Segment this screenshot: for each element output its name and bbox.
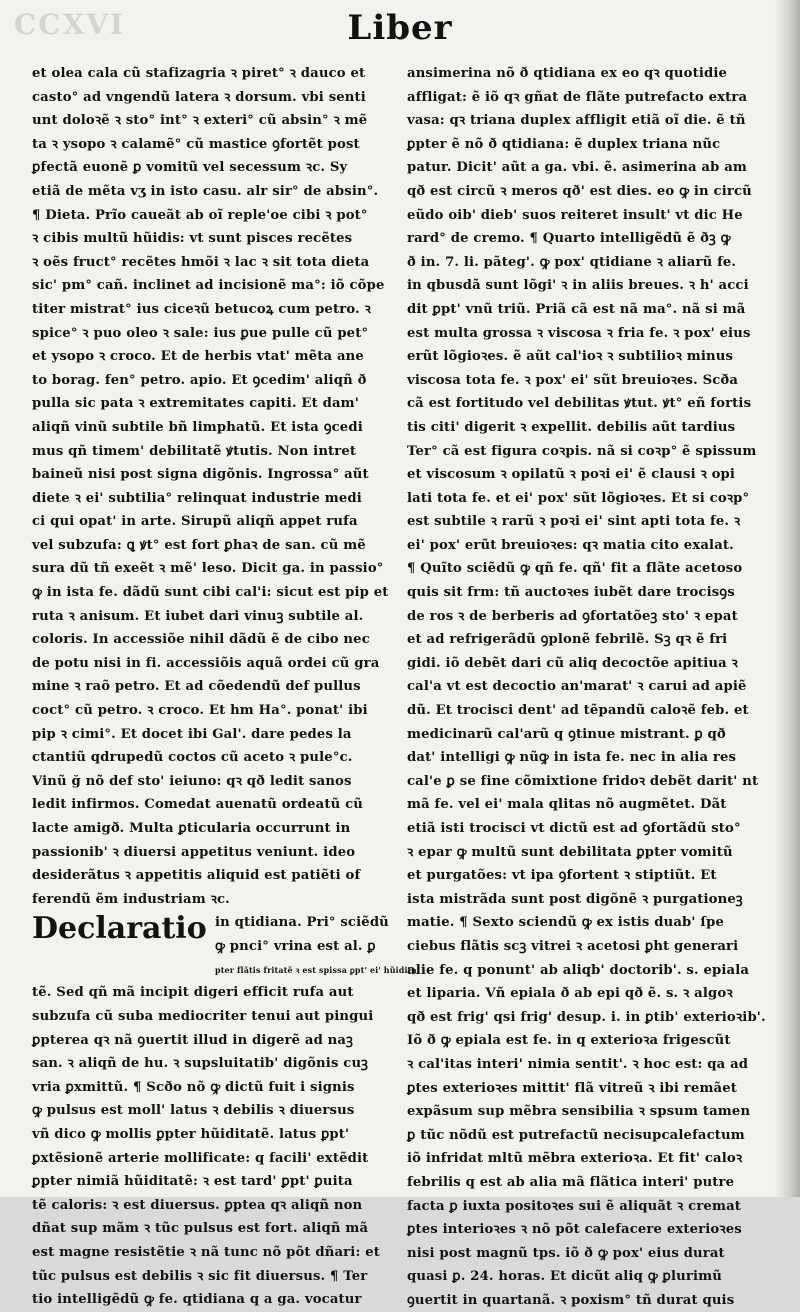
text-line: ciebus flãtis scꝫ vitrei ꝛ acetosi ꝑht generari <box>407 938 739 954</box>
text-line: in qtidiana. Pri° sciẽdũ <box>215 915 389 931</box>
text-line: tũc pulsus est debilis ꝛ sic fit diuersus. ¶ Ter <box>32 1268 368 1284</box>
text-line: ꝑpterea qꝛ nã ꝯuertit illud in digerẽ ad naꝫ <box>32 1032 354 1048</box>
text-line: sic' pm° cañ. inclinet ad incisionẽ ma°: iõ cõpe <box>32 278 385 294</box>
text-line: coloris. In accessiõe nihil dãdũ ẽ de cibo nec <box>32 632 370 648</box>
text-line: ꝙ pulsus est moll' latus ꝛ debilis ꝛ diuersus <box>32 1103 355 1119</box>
text-line: diete ꝛ ei' subtilia° relinquat industrie medi <box>32 490 362 506</box>
text-line: et purgatões: vt ipa ꝯfortent ꝛ stiptiũt. Et <box>407 868 717 884</box>
declaratio-block <box>32 911 417 981</box>
text-line: mus qñ timem' debilitatẽ ꝟtutis. Non intret <box>32 443 357 459</box>
text-line: ꝑfectã euonẽ ꝑ vomitũ vel secessum ꝛc. Sy <box>32 160 348 176</box>
text-line: vel subzufa: ꝗ ꝟt° est fort ꝑhaꝛ de san. cũ mẽ <box>32 537 366 553</box>
text-line: ferendũ ẽm industriam ꝛc. <box>32 891 230 907</box>
text-line: qð est circũ ꝛ meros qð' est dies. eo ꝙ in circũ <box>407 183 752 199</box>
text-line: Vinũ ğ nõ def sto' ieiuno: qꝛ qð ledit sanos <box>32 773 352 789</box>
text-line: quasi ꝑ. 24. horas. Et dicũt aliq ꝙ ꝑlurimũ <box>407 1269 723 1285</box>
right-column-text <box>407 62 767 1312</box>
text-line: dat' intelligi ꝙ nũꝙ in ista fe. nec in alia res <box>407 750 737 766</box>
text-line: ta ꝛ ysopo ꝛ calamẽ° cũ mastice ꝯfortẽt post <box>32 136 360 152</box>
text-line: eũdo oib' dieb' suos reiteret insult' vt dic He <box>407 207 743 223</box>
text-line: ꝛ epar ꝙ multũ sunt debilitata ꝑpter vomitũ <box>407 844 733 860</box>
text-line: ¶ Quĩto sciẽdũ ꝙ qñ fe. qñ' fit a flãte acetoso <box>407 561 743 577</box>
text-line: lacte amigð. Multa ꝑticularia occurrunt in <box>32 821 351 836</box>
left-column-top-text <box>32 62 392 911</box>
text-line: pip ꝛ cimi°. Et docet ibi Gal'. dare pedes la <box>32 726 352 742</box>
text-line: dñat sup mãm ꝛ tũc pulsus est fort. aliqñ mã <box>32 1221 369 1237</box>
text-line: Ter° cã est figura coꝛpis. nã si coꝛp° ẽ spissum <box>407 443 757 459</box>
text-line: qð est frig' qsi frig' desup. i. in ꝑtib' exterioꝛib'. <box>407 1009 766 1025</box>
text-line: sura dũ tñ exeẽt ꝛ mẽ' leso. Dicit ga. in passio° <box>32 561 384 577</box>
text-line: ꝑtes interioꝛes ꝛ nõ põt calefacere exterioꝛes <box>407 1222 742 1238</box>
text-line: vria ꝑxmittũ. ¶ Scðo nõ ꝙ dictũ fuit i signis <box>32 1079 355 1095</box>
text-line: ruta ꝛ anisum. Et iubet dari vinuꝫ subtile al. <box>32 608 364 624</box>
text-line: ꝑtes exterioꝛes mittit' flã vitreũ ꝛ ibi remãet <box>407 1080 738 1096</box>
text-line: cal'e ꝑ se fine cõmixtione fridoꝛ debẽt darit' nt <box>407 773 759 789</box>
text-line: etiã de mẽta vʒ in isto casu. alr sir° de absin°. <box>32 183 379 199</box>
text-line: ꝑ tũc nõdũ est putrefactũ necisupcalefactum <box>407 1127 745 1143</box>
text-line: nisi post magnũ tps. iõ ð ꝙ pox' eius durat <box>407 1245 725 1261</box>
text-line: tio intelligẽdũ ꝙ fe. qtidiana q a ga. vocatur <box>32 1292 362 1308</box>
text-line: ꝯuertit in quartanã. ꝛ poxism° tñ durat quis <box>407 1292 735 1308</box>
text-line: ctantiũ qdrupedũ coctos cũ aceto ꝛ pule°c. <box>32 750 353 766</box>
text-line: de ros ꝛ de berberis ad ꝯfortatõeꝫ sto' ꝛ epat <box>407 608 738 624</box>
text-line: ꝑpter nimiã hũiditatẽ: ꝛ est tard' ꝑpt' ꝑuita <box>32 1174 353 1190</box>
text-line: cã est fortitudo vel debilitas ꝟtut. ꝟt° eñ fortis <box>407 396 752 412</box>
text-line: ꝛ oẽs fruct° recẽtes hmõi ꝛ lac ꝛ sit tota dieta <box>32 254 370 270</box>
text-line: ꝛ cibis multũ hũidis: vt sunt pisces recẽtes <box>32 231 353 247</box>
text-line: san. ꝛ aliqñ de hu. ꝛ supsluitatib' digõnis cuꝫ <box>32 1056 369 1072</box>
text-line: febrilis q est ab alia mã flãtica interi' putre <box>407 1174 735 1190</box>
text-line: iõ infridat mltũ mẽbra exterioꝛa. Et fit' caloꝛ <box>407 1151 743 1167</box>
text-line: tẽ. Sed qñ mã incipit digeri efficit rufa aut <box>32 985 354 1001</box>
text-line: patur. Dicit' aũt a ga. vbi. ẽ. asimerina ab am <box>407 160 748 176</box>
text-line: gidi. iõ debẽt dari cũ aliq decoctõe apitiua ꝛ <box>407 655 738 671</box>
text-line: ci qui opat' in arte. Sirupũ aliqñ appet rufa <box>32 514 358 530</box>
text-line: pulla sic pata ꝛ extremitates capiti. Et dam' <box>32 396 359 412</box>
text-line: casto° ad vngendũ latera ꝛ dorsum. vbi senti <box>32 89 366 105</box>
text-line: passionib' ꝛ diuersi appetitus veniunt. ideo <box>32 844 356 860</box>
right-text-column <box>407 62 767 1308</box>
text-line: coct° cũ petro. ꝛ croco. Et hm Ha°. ponat' ibi <box>32 703 368 719</box>
text-line: ꝙ in ista fe. dãdũ sunt cibi cal'i: sicut est pip et <box>32 585 389 601</box>
text-line: unt doloꝛẽ ꝛ sto° int° ꝛ exteri° cũ absin° ꝛ mẽ <box>32 113 368 129</box>
text-line: erũt lõgioꝛes. ẽ aũt cal'ioꝛ ꝛ subtilioꝛ minus <box>407 349 734 365</box>
text-line: et ad refrigerãdũ ꝯplonẽ febrilẽ. Sꝫ qꝛ ẽ fri <box>407 632 728 648</box>
text-line: ꝙ pnci° vrina est al. ꝑ <box>215 938 376 954</box>
text-line: cal'a vt est decoctio an'marat' ꝛ carui ad apiẽ <box>407 679 747 695</box>
text-line: et olea cala cũ stafizagria ꝛ piret° ꝛ dauco et <box>32 66 366 81</box>
text-line: est multa grossa ꝛ viscosa ꝛ fria fe. ꝛ pox' eius <box>407 325 751 341</box>
text-line: Iõ ð ꝙ epiala est fe. in q exterioꝛa frigescũt <box>407 1033 731 1049</box>
text-line: medicinarũ cal'arũ q ꝯtinue mistrant. ꝑ qð <box>407 726 726 742</box>
text-line: affligat: ẽ iõ qꝛ gñat de flãte putrefacto extra <box>407 89 748 105</box>
text-line: dit ꝑpt' vnũ triũ. Priã cã est nã ma°. nã si mã <box>407 301 746 317</box>
text-line: ista mistrãda sunt post digõnẽ ꝛ purgationeꝫ <box>407 891 743 907</box>
text-line: pter flãtis fritatẽ ꝛ est spissa ꝑpt' ei' hũidita <box>215 965 417 975</box>
text-line: titer mistrat° ius ciceꝛũ betucoꝝ cum petro. ꝛ <box>32 301 371 317</box>
text-line: mã fe. vel ei' mala qlitas nõ augmẽtet. Dãt <box>407 797 727 813</box>
text-line: etiã isti trocisci vt dictũ est ad ꝯfortãdũ sto° <box>407 821 741 836</box>
text-line: subzufa cũ suba mediocriter tenui aut pingui <box>32 1008 374 1024</box>
text-line: ꝛ cal'itas interi' nimia sentit'. ꝛ hoc est: qa ad <box>407 1056 749 1072</box>
text-line: de potu nisi in fi. accessiõis aquã ordei cũ gra <box>32 655 380 671</box>
text-line: ꝑxtẽsionẽ arterie mollificate: q facili' extẽdit <box>32 1150 369 1166</box>
text-line: dũ. Et trocisci dent' ad tẽpandũ caloꝛẽ feb. et <box>407 703 749 719</box>
text-line: tẽ caloris: ꝛ est diuersus. ꝑptea qꝛ aliqñ non <box>32 1197 363 1213</box>
declaratio-side-text <box>215 911 417 982</box>
text-line: et ysopo ꝛ croco. Et de herbis vtat' mẽta ane <box>32 349 364 365</box>
left-text-column <box>32 62 417 1308</box>
text-line: expãsum sup mẽbra sensibilia ꝛ spsum tamen <box>407 1104 751 1120</box>
text-line: quis sit frm: tñ auctoꝛes iubẽt dare trocisꝯs <box>407 585 735 601</box>
text-line: desiderãtus ꝛ appetitis aliquid est patiẽti of <box>32 868 361 884</box>
text-line: ansimerina nõ ð qtidiana ex eo qꝛ quotidie <box>407 66 728 81</box>
text-line: viscosa tota fe. ꝛ pox' ei' sũt breuioꝛes. Scða <box>407 372 739 388</box>
text-line: ledit infirmos. Comedat auenatũ ordeatũ cũ <box>32 797 363 813</box>
text-line: vñ dico ꝙ mollis ꝑpter hũiditatẽ. latus ꝑpt' <box>32 1126 350 1142</box>
page-edge-shadow <box>774 0 800 1197</box>
declaratio-heading: Declaratio <box>32 911 207 947</box>
text-line: alie fe. q ponunt' ab aliqb' doctorib'. s. epiala <box>407 962 750 978</box>
text-line: ei' pox' erũt breuioꝛes: qꝛ matia cito exalat. <box>407 537 734 553</box>
text-line: est magne resistẽtie ꝛ nã tunc nõ põt dñari: et <box>32 1244 380 1260</box>
text-line: vasa: qꝛ triana duplex affligit etiã oĩ die. ẽ tñ <box>407 113 746 129</box>
text-line: baineũ nisi post signa digõnis. Ingrossa° aũt <box>32 467 369 483</box>
text-line: matie. ¶ Sexto sciendũ ꝙ ex istis duab' ſpe <box>407 915 725 931</box>
text-line: est subtile ꝛ rarũ ꝛ poꝛi ei' sint apti tota fe. ꝛ <box>407 514 741 530</box>
page-header-title: Liber <box>347 8 453 48</box>
text-line: to borag. fen° petro. apio. Et ꝯcedim' aliqñ ð <box>32 372 367 388</box>
text-line: tis citi' digerit ꝛ expellit. debilis aũt tardius <box>407 419 736 435</box>
text-line: ¶ Dieta. Prĩo caueãt ab oĩ reple'oe cibi ꝛ pot° <box>32 207 368 223</box>
text-line: ꝑpter ẽ nõ ð qtidiana: ẽ duplex triana nũc <box>407 136 721 152</box>
text-line: lati tota fe. et ei' pox' sũt lõgioꝛes. Et si coꝛp° <box>407 490 750 506</box>
text-line: mine ꝛ raõ petro. Et ad cõedendũ def pullus <box>32 679 361 695</box>
text-line: et liparia. Vñ epiala ð ab epi qð ẽ. s. ꝛ algoꝛ <box>407 986 733 1002</box>
text-line: spice° ꝛ puo oleo ꝛ sale: ius ꝑue pulle cũ pet° <box>32 325 369 341</box>
text-line: et viscosum ꝛ opilatũ ꝛ poꝛi ei' ẽ clausi ꝛ opi <box>407 467 736 483</box>
text-line: ð in. 7. li. pãteg'. ꝙ pox' qtidiane ꝛ aliarũ fe. <box>407 254 737 270</box>
text-line: aliqñ vinũ subtile bñ limphatũ. Et ista ꝯcedi <box>32 419 363 435</box>
text-line: facta ꝑ iuxta positoꝛes sui ẽ aliquãt ꝛ cremat <box>407 1198 742 1214</box>
text-line: in qbusdã sunt lõgi' ꝛ in aliis breues. ꝛ h' acci <box>407 278 749 294</box>
left-column-bottom-text <box>32 981 392 1311</box>
text-line: rard° de cremo. ¶ Quarto intelligẽdũ ẽ ðꝫ ꝙ <box>407 231 731 247</box>
bleed-through-text-left: CCXVI <box>14 8 126 41</box>
